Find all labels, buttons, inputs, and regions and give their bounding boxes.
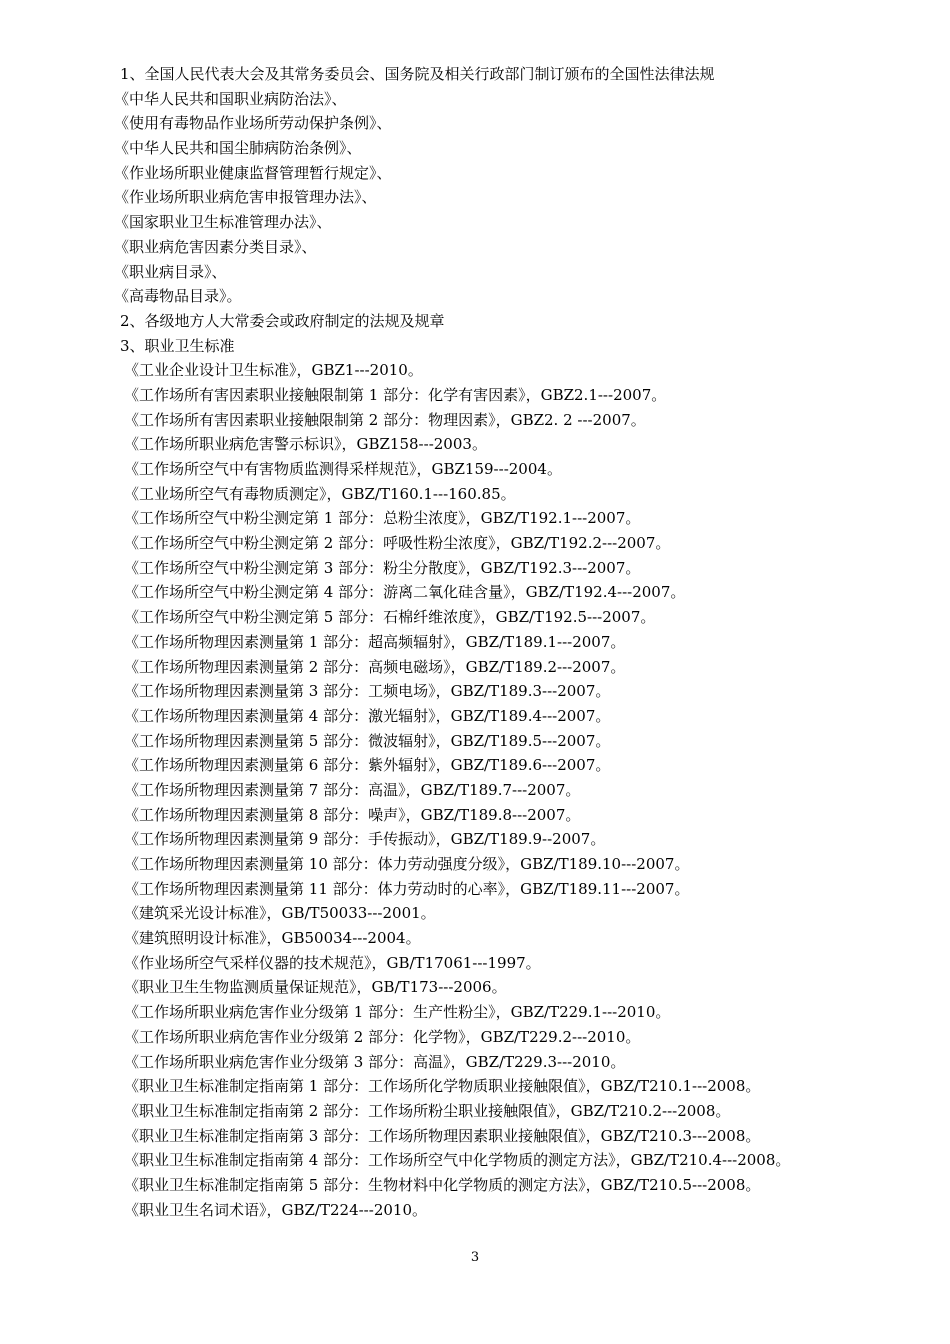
standard-item: 《工作场所有害因素职业接触限制第 1 部分：化学有害因素》，GBZ2.1---2007。	[124, 385, 667, 404]
standard-item: 《职业卫生标准制定指南第 4 部分：工作场所空气中化学物质的测定方法》，GBZ/T210.4---2008。	[124, 1151, 791, 1170]
standard-item: 《工作场所空气中粉尘测定第 2 部分：呼吸性粉尘浓度》，GBZ/T192.2---2007。	[124, 534, 671, 553]
law-item: 《职业病目录》、	[114, 262, 227, 281]
standard-item: 《工作场所空气中粉尘测定第 3 部分：粉尘分散度》，GBZ/T192.3---2007。	[124, 558, 641, 577]
standard-item: 《工作场所物理因素测量第 9 部分：手传振动》，GBZ/T189.9--2007。	[124, 830, 606, 849]
standard-item: 《职业卫生生物监测质量保证规范》，GB/T173---2006。	[124, 978, 507, 997]
standard-item: 《工作场所物理因素测量第 5 部分：微波辐射》，GBZ/T189.5---2007。	[124, 731, 611, 750]
law-item: 《中华人民共和国尘肺病防治条例》、	[114, 139, 362, 158]
law-item: 《作业场所职业健康监督管理暂行规定》、	[114, 163, 392, 182]
standard-item: 《工作场所物理因素测量第 7 部分：高温》，GBZ/T189.7---2007。	[124, 780, 581, 799]
standard-item: 《工业场所空气有毒物质测定》，GBZ/T160.1---160.85。	[124, 484, 516, 503]
section-2-heading: 2、各级地方人大常委会或政府制定的法规及规章	[120, 311, 445, 330]
document-body	[0, 62, 950, 1222]
standard-item: 《工作场所物理因素测量第 10 部分：体力劳动强度分级》，GBZ/T189.10---2007。	[124, 855, 690, 873]
standard-item: 《工作场所有害因素职业接触限制第 2 部分：物理因素》，GBZ2. 2 ---2007。	[124, 410, 646, 429]
standard-item: 《工作场所物理因素测量第 2 部分：高频电磁场》，GBZ/T189.2---2007。	[124, 657, 626, 676]
law-item: 《职业病危害因素分类目录》、	[114, 237, 317, 256]
page-number: 3	[470, 1250, 480, 1265]
standard-item: 《工作场所物理因素测量第 8 部分：噪声》，GBZ/T189.8---2007。	[124, 805, 581, 824]
standard-item: 《职业卫生标准制定指南第 2 部分：工作场所粉尘职业接触限值》，GBZ/T210.2---2008。	[124, 1101, 731, 1120]
standard-item: 《工作场所物理因素测量第 11 部分：体力劳动时的心率》，GBZ/T189.11---2007。	[124, 879, 690, 898]
section-3-heading: 3、职业卫生标准	[120, 336, 235, 355]
standard-item: 《工作场所空气中有害物质监测得采样规范》，GBZ159---2004。	[124, 460, 562, 478]
standard-item: 《工作场所物理因素测量第 3 部分：工频电场》，GBZ/T189.3---2007。	[124, 682, 611, 701]
section-1-heading: 1、全国人民代表大会及其常务委员会、国务院及相关行政部门制订颁布的全国性法律法规	[120, 65, 715, 83]
standard-item: 《工作场所职业病危害警示标识》，GBZ158---2003。	[124, 435, 487, 454]
standard-item: 《工作场所物理因素测量第 4 部分：激光辐射》，GBZ/T189.4---2007。	[124, 706, 611, 725]
standard-item: 《工作场所物理因素测量第 6 部分：紫外辐射》，GBZ/T189.6---2007。	[124, 756, 611, 775]
standard-item: 《工作场所职业病危害作业分级第 1 部分：生产性粉尘》，GBZ/T229.1---2010。	[124, 1003, 671, 1022]
law-item: 《高毒物品目录》。	[114, 287, 242, 306]
law-list	[0, 87, 950, 309]
standard-item: 《职业卫生标准制定指南第 1 部分：工作场所化学物质职业接触限值》，GBZ/T210.1---2008。	[124, 1077, 761, 1096]
standard-item: 《职业卫生名词术语》，GBZ/T224---2010。	[124, 1200, 427, 1219]
standard-item: 《职业卫生标准制定指南第 3 部分：工作场所物理因素职业接触限值》，GBZ/T210.3---2008。	[124, 1126, 761, 1145]
standard-item: 《工作场所空气中粉尘测定第 4 部分：游离二氧化硅含量》，GBZ/T192.4---2007。	[124, 583, 686, 602]
standard-item: 《工作场所空气中粉尘测定第 1 部分：总粉尘浓度》，GBZ/T192.1---2007。	[124, 509, 641, 528]
law-item: 《使用有毒物品作业场所劳动保护条例》、	[114, 114, 392, 133]
standard-item: 《作业场所空气采样仪器的技术规范》，GB/T17061---1997。	[124, 953, 541, 972]
standard-item: 《工作场所职业病危害作业分级第 2 部分：化学物》，GBZ/T229.2---2010。	[124, 1027, 641, 1046]
law-item: 《国家职业卫生标准管理办法》、	[114, 213, 332, 232]
standard-item: 《职业卫生标准制定指南第 5 部分：生物材料中化学物质的测定方法》，GBZ/T210.5---2008。	[124, 1175, 761, 1194]
standard-item: 《建筑采光设计标准》，GB/T50033---2001。	[124, 904, 436, 923]
law-item: 《作业场所职业病危害申报管理办法》、	[114, 188, 377, 207]
standard-item: 《工业企业设计卫生标准》，GBZ1---2010。	[124, 361, 423, 380]
standard-item: 《工作场所空气中粉尘测定第 5 部分：石棉纤维浓度》，GBZ/T192.5---2007。	[124, 608, 656, 627]
standard-item: 《工作场所职业病危害作业分级第 3 部分：高温》，GBZ/T229.3---2010。	[124, 1052, 626, 1071]
standard-item: 《工作场所物理因素测量第 1 部分：超高频辐射》，GBZ/T189.1---2007。	[124, 632, 626, 651]
standards-list	[0, 358, 950, 1222]
standard-item: 《建筑照明设计标准》，GB50034---2004。	[124, 929, 421, 948]
law-item: 《中华人民共和国职业病防治法》、	[114, 89, 347, 108]
